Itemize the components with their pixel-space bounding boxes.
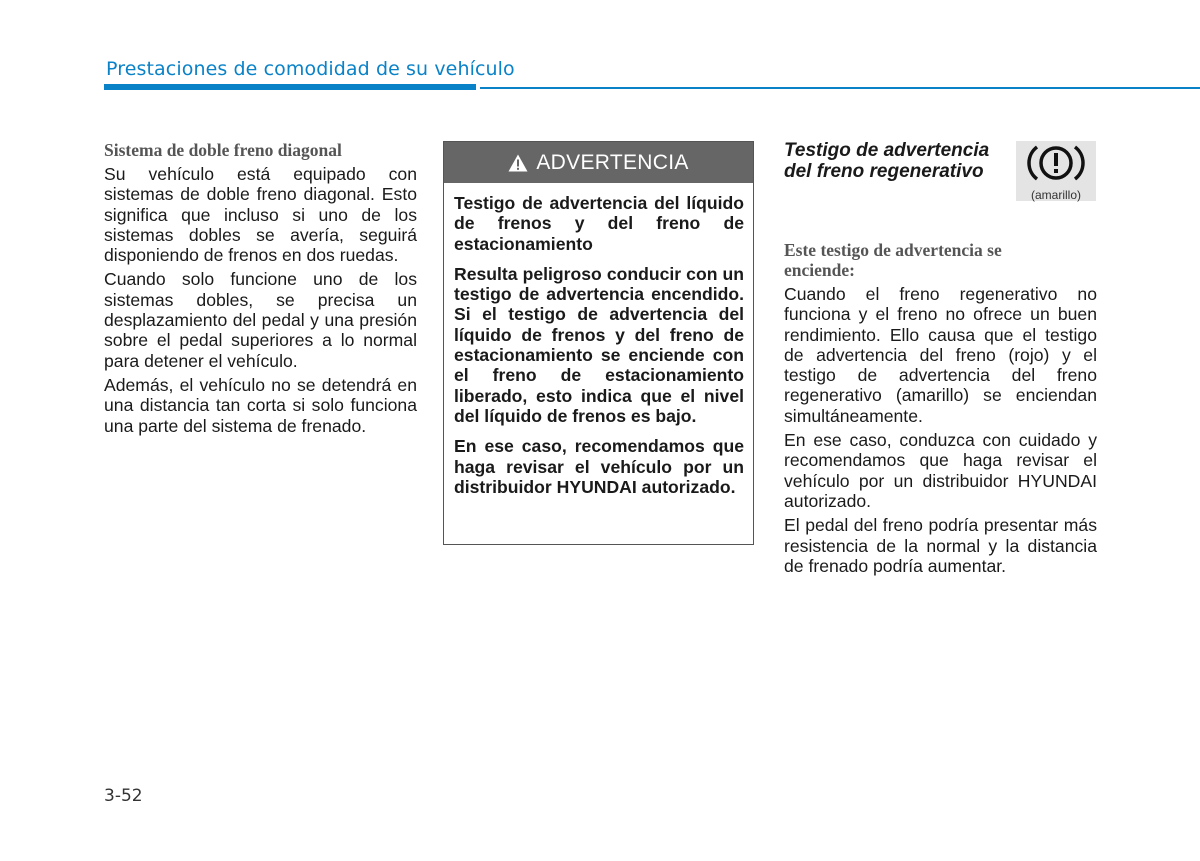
- warning-triangle-icon: [508, 154, 528, 172]
- right-paragraph: Cuando el freno regenerativo no funciona y el freno no ofrece un buen rendimiento. Ello causa que el testigo de advertencia del freno (rojo) y el testigo de advertencia del freno regenerativo (amarillo) se enciendan simultáneamente.: [784, 284, 1097, 426]
- warning-header: [444, 142, 753, 183]
- warning-paragraph: En ese caso, recomendamos que haga revisar el vehículo por un distribuidor HYUNDAI autorizado.: [454, 436, 744, 497]
- right-column: [784, 140, 1097, 580]
- regen-brake-indicator: [1016, 141, 1096, 201]
- warning-paragraph: Testigo de advertencia del líquido de frenos y del freno de estacionamiento: [454, 193, 744, 254]
- right-paragraph: En ese caso, conduzca con cuidado y recomendamos que haga revisar el vehículo por un distribuidor HYUNDAI autorizado.: [784, 430, 1097, 511]
- left-column-heading: Sistema de doble freno diagonal: [104, 140, 342, 160]
- left-paragraph: Cuando solo funcione uno de los sistemas dobles, se precisa un desplazamiento del pedal y una presión sobre el pedal superiores a lo normal para detener el vehículo.: [104, 269, 417, 371]
- warning-title: ADVERTENCIA: [536, 150, 689, 174]
- header-rule-thin: [480, 87, 1200, 89]
- regen-brake-title: Testigo de advertencia del freno regenerativo: [784, 140, 990, 182]
- page-number: 3-52: [104, 786, 143, 806]
- warning-box: [443, 141, 754, 545]
- section-title: Prestaciones de comodidad de su vehículo: [106, 58, 515, 80]
- brake-warning-icon: [1023, 141, 1089, 185]
- left-column: [104, 140, 417, 440]
- right-column-subheading: Este testigo de advertencia se enciende:: [784, 240, 1002, 280]
- indicator-caption: (amarillo): [1030, 188, 1081, 202]
- warning-paragraph: Resulta peligroso conducir con un testigo de advertencia encendido. Si el testigo de advertencia del líquido de frenos y del freno de estacionamiento se enciende con el freno de estacionamiento liberado, esto indica que el nivel del líquido de frenos es bajo.: [454, 263, 744, 426]
- warning-body: [444, 183, 753, 497]
- right-paragraph: El pedal del freno podría presentar más resistencia de la normal y la distancia de frenado podría aumentar.: [784, 515, 1097, 576]
- left-paragraph: Su vehículo está equipado con sistemas de doble freno diagonal. Esto significa que incluso si uno de los sistemas dobles se avería, seguirá disponiendo de frenos en dos ruedas.: [104, 164, 417, 266]
- left-paragraph: Además, el vehículo no se detendrá en una distancia tan corta si solo funciona una parte del sistema de frenado.: [104, 374, 417, 436]
- header-rule-thick: [104, 84, 476, 90]
